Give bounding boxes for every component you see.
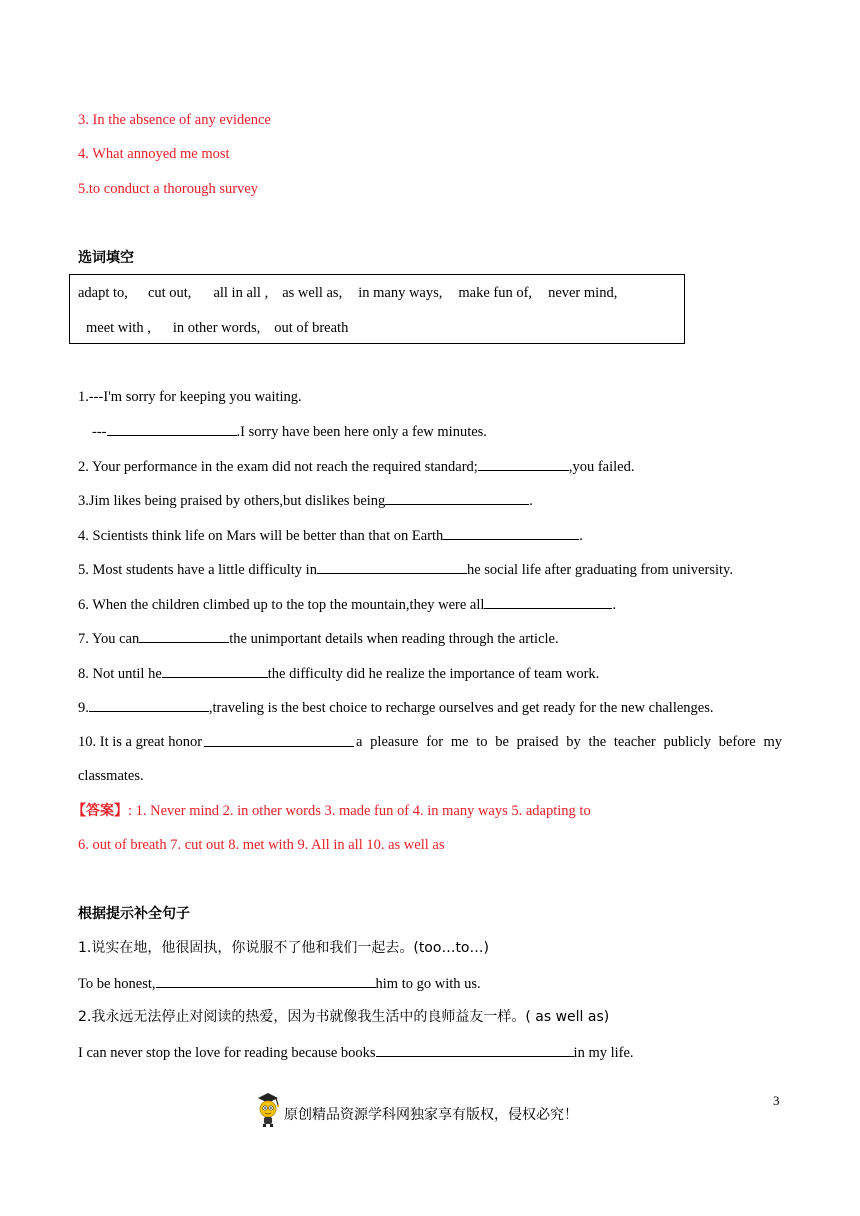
question-text: --- <box>92 424 107 440</box>
answer-blank <box>89 697 209 712</box>
word-item: all in all , <box>213 285 269 301</box>
answer-blank <box>204 732 354 747</box>
question-2 <box>78 456 634 477</box>
answer-blank <box>478 456 569 471</box>
question-text: . <box>529 493 533 509</box>
question-text: 8. Not until he <box>78 666 162 682</box>
word-bank-row-2 <box>86 318 348 338</box>
copyright-text: 原创精品资源学科网独家享有版权，侵权必究！ <box>284 1107 578 1123</box>
answer-blank <box>385 490 529 505</box>
page-number: 3 <box>773 1093 780 1108</box>
question-text: ,traveling is the best choice to recharge ourselves and get ready for the new challenges. <box>208 700 714 716</box>
answer-key-line-1 <box>72 801 591 821</box>
question-text: the difficulty did he realize the importance of team work. <box>267 666 600 682</box>
answer-4: 4. What annoyed me most <box>78 146 230 162</box>
answer-blank <box>317 559 467 574</box>
question-text: . <box>612 597 617 613</box>
answer-blank <box>139 628 229 643</box>
answer-blank <box>107 421 237 436</box>
question-7 <box>78 628 559 649</box>
word-item: make fun of, <box>458 285 533 301</box>
question-text: 5. Most students have a little difficulty in <box>78 562 317 578</box>
answer-blank <box>156 973 376 988</box>
question-6 <box>78 594 616 615</box>
question-8 <box>78 663 599 684</box>
question-text: he social life after graduating from university. <box>466 562 733 578</box>
word-item: in other words, <box>172 320 261 336</box>
question-1a: 1.---I'm sorry for keeping you waiting. <box>78 389 302 405</box>
section-title-complete-sentences: 根据提示补全句子 <box>78 906 190 922</box>
word-item: never mind, <box>548 285 618 301</box>
question-text: 3.Jim likes being praised by others,but dislikes being <box>78 493 386 509</box>
question-5 <box>78 559 733 580</box>
answer-blank <box>484 594 612 609</box>
sentence-text: in my life. <box>573 1045 634 1061</box>
answer-5: 5.to conduct a thorough survey <box>78 181 259 197</box>
word-item: as well as, <box>282 285 343 301</box>
sentence-text: I can never stop the love for reading because books <box>78 1045 376 1061</box>
question-3 <box>78 490 533 511</box>
question-text: the unimportant details when reading through the article. <box>229 631 559 647</box>
question-text: 9. <box>78 700 89 716</box>
sentence-1-chinese: 1.说实在地，他很固执，你说服不了他和我们一起去。(too…to…) <box>78 940 489 956</box>
answer-blank <box>376 1042 574 1057</box>
question-text: . <box>579 528 583 544</box>
word-item: out of breath <box>274 320 349 336</box>
word-item: meet with , <box>86 320 151 336</box>
answer-key-text: : 1. Never mind 2. in other words 3. made fun of 4. in many ways 5. adapting to <box>128 803 591 819</box>
question-text: 7. You can <box>78 631 140 647</box>
question-text: 2. Your performance in the exam did not reach the required standard; <box>78 459 478 475</box>
question-text: .I sorry have been here only a few minutes. <box>236 424 487 440</box>
sentence-2-english <box>78 1042 634 1063</box>
sentence-1-english <box>78 973 481 994</box>
question-4 <box>78 525 583 546</box>
question-text: a pleasure for me to be praised by the teacher publicly before my <box>356 734 782 750</box>
word-item: in many ways, <box>358 285 443 301</box>
sentence-2-chinese: 2.我永远无法停止对阅读的热爱，因为书就像我生活中的良师益友一样。( as well as) <box>78 1009 610 1025</box>
answer-blank <box>162 663 268 678</box>
question-10-continued: classmates. <box>78 768 144 784</box>
question-text: ,you failed. <box>568 459 635 475</box>
sentence-text: him to go with us. <box>375 976 481 992</box>
footer-copyright <box>254 1094 578 1130</box>
question-9 <box>78 697 714 718</box>
word-item: adapt to, <box>78 285 128 301</box>
question-10 <box>78 732 782 752</box>
answer-label: 【答案】 <box>72 803 128 819</box>
word-bank-row-1 <box>78 283 617 303</box>
question-text: 10. It is a great honor <box>78 734 203 750</box>
question-1b <box>92 421 487 442</box>
answer-blank <box>443 525 579 540</box>
section-title-word-choice: 选词填空 <box>78 250 134 266</box>
question-text: 6. When the children climbed up to the top the mountain,they were all <box>78 597 485 613</box>
sentence-text: To be honest, <box>78 976 156 992</box>
word-bank-box <box>69 274 685 344</box>
graduate-mascot-icon <box>254 1092 282 1133</box>
answer-key-line-2: 6. out of breath 7. cut out 8. met with 9. All in all 10. as well as <box>78 837 445 853</box>
word-item: cut out, <box>147 285 192 301</box>
question-text: 4. Scientists think life on Mars will be better than that on Earth <box>78 528 444 544</box>
answer-3: 3. In the absence of any evidence <box>78 112 271 128</box>
